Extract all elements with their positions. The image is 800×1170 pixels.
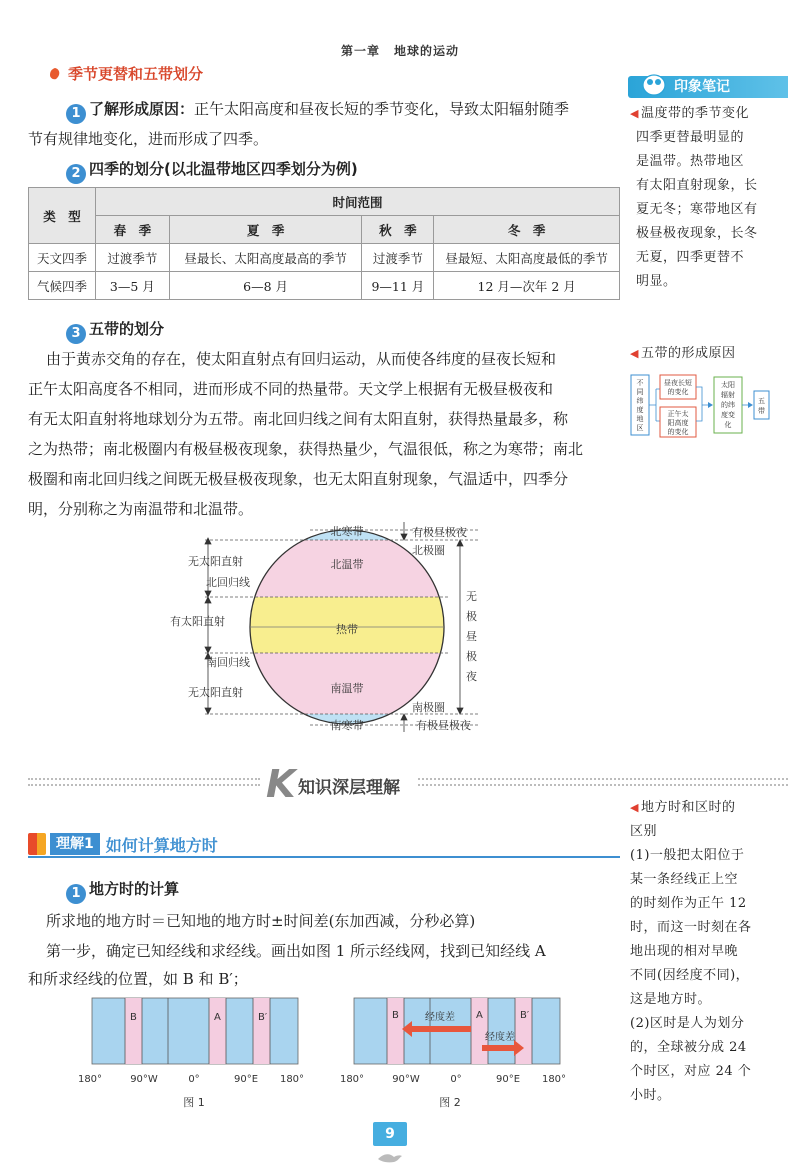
- note3-line: 的时刻作为正午 12: [630, 896, 747, 911]
- point3-number: 3: [66, 324, 86, 344]
- table-col-autumn: 秋 季: [362, 216, 434, 244]
- note1-line: 夏无冬；寒带地区有: [636, 202, 758, 217]
- label-no-polar-char: 夜: [466, 670, 477, 683]
- stripe-b2: [515, 998, 532, 1064]
- point1-heading: 了解形成原因：: [89, 100, 195, 118]
- fig2-label-a: A: [476, 1010, 483, 1021]
- table-cell: 12 月—次年 2 月: [434, 272, 620, 300]
- flow-mid-line: 度变: [721, 411, 735, 419]
- point2-heading: [66, 158, 358, 184]
- point3-line: 有无太阳直射将地球划分为五带。南北回归线之间有太阳直射，获得热量最多，称: [28, 410, 569, 428]
- point3-line: 之为热带；南北极圈内有极昼极夜现象，获得热量少，气温很低，称之为寒带；南北: [28, 440, 584, 458]
- flow-start-char: 区: [636, 424, 644, 432]
- fig1-tick: 180°: [279, 1074, 305, 1085]
- fig2-label-b2: B′: [520, 1010, 530, 1021]
- five-zones-diagram: [160, 520, 510, 736]
- flow-mid-line: 的纬: [721, 401, 735, 409]
- table-cell: 天文四季: [29, 244, 96, 272]
- bird-icon: [376, 1150, 404, 1164]
- triangle-icon: ◀: [630, 107, 639, 120]
- banner-title: 知识深层理解: [298, 778, 400, 798]
- note3-line: 的，全球被分成 24: [630, 1040, 747, 1055]
- point3-title: 五带的划分: [89, 320, 165, 338]
- flow-arrow-icon: [748, 402, 753, 408]
- figure-2: [332, 996, 582, 1114]
- flow-start-char: 纬: [636, 397, 644, 405]
- flow-arrow-icon: [708, 402, 713, 408]
- label-antarctic-circle: 南极圈: [412, 701, 445, 714]
- note1-line: 温度带的季节变化: [640, 106, 749, 121]
- fig2-tick: 0°: [450, 1074, 462, 1085]
- flow-mid-line: 太阳: [721, 381, 735, 389]
- owl-icon: [640, 70, 668, 96]
- note1-line: 无夏，四季更替不: [636, 250, 745, 265]
- table-cell: 昼最短、太阳高度最低的季节: [434, 244, 620, 272]
- note1-title-line: [630, 102, 749, 126]
- point2-number: 2: [66, 164, 86, 184]
- flow-top-line: 昼夜长短: [664, 379, 692, 387]
- table-col-winter: 冬 季: [434, 216, 620, 244]
- zone-label-south-frigid: 南寒带: [330, 719, 364, 732]
- note3-line: 这是地方时。: [630, 992, 712, 1007]
- flow-end-char: 五: [758, 397, 765, 405]
- note3-line: 小时。: [630, 1088, 671, 1103]
- calc-step-line1: 第一步，确定已知经线和求经线。画出如图 1 所示经线网，找到已知经线 A: [46, 942, 546, 960]
- fig1-tick: 0°: [188, 1074, 200, 1085]
- page-number: 9: [373, 1122, 407, 1146]
- flow-top-line: 的变化: [667, 388, 689, 396]
- zone-label-south-temperate: 南温带: [330, 682, 364, 695]
- label-no-direct-sun-top: 无太阳直射: [188, 555, 243, 568]
- label-arctic-circle: 北极圈: [412, 544, 445, 557]
- zone-label-tropical: 热带: [336, 623, 358, 636]
- flow-start-char: 同: [636, 388, 644, 396]
- table-cell: 3—5 月: [95, 272, 169, 300]
- note3-line: 时，而这一时刻在各: [630, 920, 752, 935]
- fig1-tick: 90°E: [233, 1074, 259, 1085]
- table-col-spring: 春 季: [95, 216, 169, 244]
- note3-line: 个时区，对应 24 个: [630, 1064, 752, 1079]
- flow-bottom-line: 阳高度: [667, 419, 689, 427]
- understanding-tag: [28, 832, 218, 856]
- label-no-polar-char: 极: [466, 610, 477, 623]
- fig1-tick: 180°: [77, 1074, 103, 1085]
- calc-heading: [66, 878, 179, 904]
- flow-start-char: 不: [636, 379, 644, 387]
- table-col-summer: 夏 季: [169, 216, 362, 244]
- calc-title: 地方时的计算: [89, 880, 180, 898]
- stripe-b: [125, 998, 142, 1064]
- point1-line1: [66, 94, 626, 124]
- table-cell: 过渡季节: [95, 244, 169, 272]
- triangle-icon: ◀: [630, 347, 639, 360]
- point3-line: 极圈和南北回归线之间既无极昼极夜现象，也无太阳直射现象，气温适中，四季分: [28, 470, 569, 488]
- table-row: [29, 272, 620, 300]
- calc-step-line2: 和所求经线的位置，如 B 和 B′；: [28, 970, 248, 988]
- table-time-header: 时间范围: [95, 188, 619, 216]
- note1-line: 是温带。热带地区: [636, 154, 745, 169]
- section-title: 季节更替和五带划分: [68, 65, 204, 83]
- table-cell: 9—11 月: [362, 272, 434, 300]
- note3-title-line: [630, 796, 735, 820]
- fig2-arrow-label: 经度差: [485, 1032, 515, 1043]
- fig1-label-a: A: [214, 1012, 221, 1023]
- fig1-tick: 90°W: [130, 1074, 158, 1085]
- triangle-icon: ◀: [630, 801, 639, 814]
- stripe-b2: [253, 998, 270, 1064]
- label-tropic-cancer: 北回归线: [206, 576, 250, 589]
- flow-start-char: 地: [636, 415, 644, 423]
- fig2-label-b: B: [392, 1010, 399, 1021]
- table-type-header: 类 型: [29, 188, 96, 244]
- fig2-tick: 180°: [541, 1074, 567, 1085]
- point1-line2: 节有规律地变化，进而形成了四季。: [28, 130, 269, 148]
- stripe-a: [209, 998, 226, 1064]
- point1-text1: 正午太阳高度和昼夜长短的季节变化，导致太阳辐射随季: [194, 100, 570, 118]
- flow-end-char: 带: [758, 407, 765, 415]
- note3-line: 地出现的相对早晚: [630, 944, 739, 959]
- fig2-arrow-label: 经度差: [425, 1012, 455, 1023]
- point3-heading: [66, 318, 164, 344]
- label-no-polar-char: 无: [466, 590, 477, 603]
- k-logo-icon: K: [266, 762, 296, 806]
- chapter-title: 地球的运动: [394, 44, 460, 58]
- fig1-label-b: B: [130, 1012, 137, 1023]
- note2-title: [630, 342, 735, 366]
- fig2-tick: 90°E: [495, 1074, 521, 1085]
- chapter-header: [0, 42, 800, 59]
- note3-line: 区别: [630, 824, 658, 839]
- note3-line: 地方时和区时的: [640, 800, 736, 815]
- fig2-tick: 180°: [339, 1074, 365, 1085]
- label-no-direct-sun-bottom: 无太阳直射: [188, 686, 243, 699]
- note1-line: 明显。: [636, 274, 677, 289]
- note1-line: 有太阳直射现象，长: [636, 178, 758, 193]
- seasons-table: [28, 187, 620, 300]
- sidebar-banner-title: 印象笔记: [674, 79, 730, 95]
- sidebar-banner: [628, 76, 788, 98]
- calc-number: 1: [66, 884, 86, 904]
- point3-line: 由于黄赤交角的存在，使太阳直射点有回归运动，从而使各纬度的昼夜长短和: [46, 350, 557, 368]
- flow-mid-line: 辐射: [721, 391, 735, 399]
- table-row: [29, 244, 620, 272]
- flow-start-char: 度: [636, 406, 644, 414]
- banner-dots-right: [418, 778, 788, 786]
- stripe-b: [387, 998, 404, 1064]
- label-polar-day-bottom: 有极昼极夜: [416, 719, 471, 732]
- table-cell: 过渡季节: [362, 244, 434, 272]
- note2-title-text: 五带的形成原因: [640, 346, 736, 361]
- point3-line: 明，分别称之为南温带和北温带。: [28, 500, 254, 518]
- label-tropic-capricorn: 南回归线: [206, 656, 250, 669]
- calc-formula: 所求地的地方时＝已知地的地方时±时间差(东加西减，分秒必算): [46, 912, 476, 930]
- label-polar-day-top: 有极昼极夜: [412, 526, 467, 539]
- table-cell: 6—8 月: [169, 272, 362, 300]
- leaf-icon: [48, 67, 62, 81]
- flow-bottom-line: 的变化: [667, 428, 689, 436]
- zone-cause-flowchart: [630, 371, 770, 439]
- note3-line: 不同(因经度不同)，: [630, 968, 750, 983]
- understanding-title: 如何计算地方时: [105, 835, 218, 855]
- fig2-caption: 图 2: [439, 1096, 461, 1109]
- note3-line: 某一条经线正上空: [630, 872, 739, 887]
- table-cell: 气候四季: [29, 272, 96, 300]
- banner-dots-left: [28, 778, 260, 786]
- flow-bottom-line: 正午太: [667, 410, 689, 418]
- note3-line: (2)区时是人为划分: [630, 1016, 745, 1031]
- note3-line: (1)一般把太阳位于: [630, 848, 745, 863]
- label-no-polar-char: 极: [466, 650, 477, 663]
- chapter-number: 第一章: [340, 44, 380, 58]
- point1-number: 1: [66, 104, 86, 124]
- fig2-tick: 90°W: [392, 1074, 420, 1085]
- point2-title: 四季的划分(以北温带地区四季划分为例): [89, 160, 358, 178]
- point3-line: 正午太阳高度各不相同，进而形成不同的热量带。天文学上根据有无极昼极夜和: [28, 380, 554, 398]
- book-icon: [28, 833, 46, 855]
- label-no-polar-char: 昼: [466, 630, 477, 643]
- table-cell: 昼最长、太阳高度最高的季节: [169, 244, 362, 272]
- label-direct-sun: 有太阳直射: [170, 615, 225, 628]
- note1-line: 四季更替最明显的: [636, 130, 745, 145]
- section-heading: [48, 63, 203, 84]
- understanding-header: [28, 832, 620, 858]
- note1-line: 极昼极夜现象，长冬: [636, 226, 758, 241]
- fig1-label-b2: B′: [258, 1012, 268, 1023]
- zone-label-north-frigid: 北寒带: [330, 525, 364, 538]
- understanding-label: 理解1: [50, 833, 100, 855]
- figure-1: [70, 996, 320, 1114]
- stripe-a: [471, 998, 488, 1064]
- zone-label-north-temperate: 北温带: [330, 558, 364, 571]
- fig1-caption: 图 1: [183, 1096, 205, 1109]
- flow-mid-line: 化: [724, 421, 732, 429]
